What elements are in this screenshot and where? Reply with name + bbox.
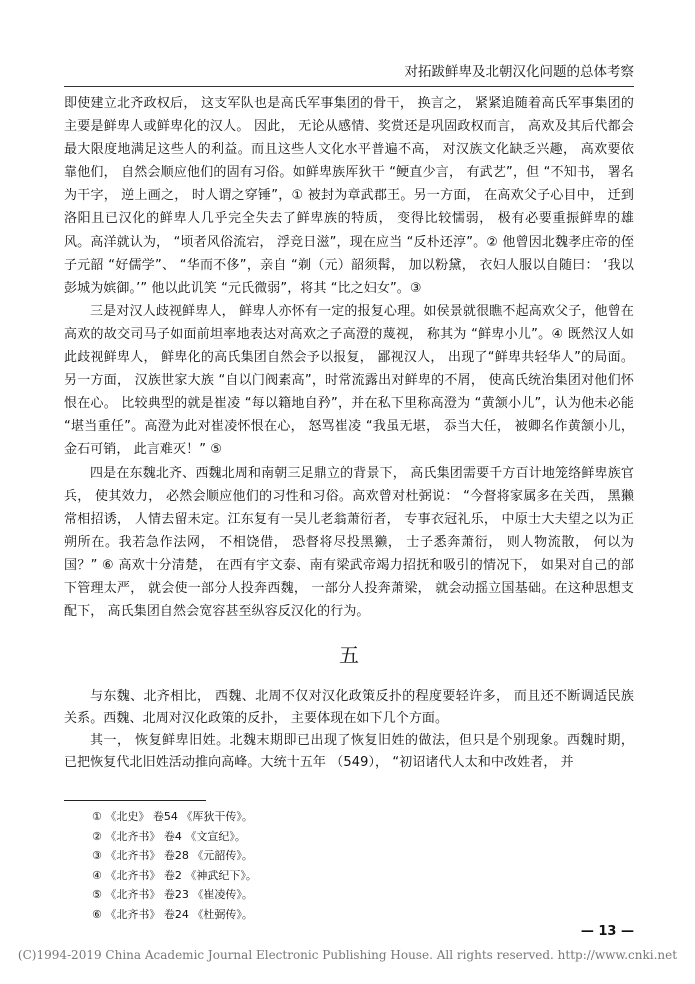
footnote-4: ④ 《北齐书》 卷2 《神武纪下》。 <box>92 868 257 882</box>
footnote-6: ⑥ 《北齐书》 卷24 《杜弼传》。 <box>92 907 253 921</box>
footnote-rule <box>64 800 206 801</box>
footnote-5: ⑤ 《北齐书》 卷23 《崔凌传》。 <box>92 888 253 902</box>
body-text-top <box>64 92 634 623</box>
paragraph-4: 与东魏、北齐相比， 西魏、北周不仅对汉化政策反扑的程度要轻许多， 而且还不断调适民族关系。西魏、北周对汉化政策的反扑， 主要体现在如下几个方面。 <box>64 689 634 726</box>
paragraph-3: 四是在东魏北齐、西魏北周和南朝三足鼎立的背景下， 高氏集团需要千方百计地笼络鲜卑族官兵， 使其效力， 必然会顺应他们的习性和习俗。高欢曾对杜弼说： “今督将家属多在关西， 黑獭常相招诱， 人情去留未定。江东复有一吴儿老翁萧衍者， 专事衣冠礼乐， 中原士大夫望之以为正朔所在。我若急作法网， 不相饶借， 恐督将尽投黑獭， 士子悉奔萧衍， 则人物流散， 何以为国？” ⑥ 高欢十分清楚， 在西有宇文泰、南有梁武帝竭力招抚和吸引的情况下， 如果对自己的部下管理太严， 就会使一部分人投奔西魏， 一部分人投奔萧梁， 就会动摇立国基础。在这种思想支配下， 高氏集团自然会宽容甚至纵容反汉化的行为。 <box>64 465 634 620</box>
page-number: — 13 — <box>580 924 634 939</box>
running-header: 对拓跋鲜卑及北朝汉化问题的总体考察 <box>404 64 634 80</box>
body-text-bottom <box>64 686 634 774</box>
paragraph-2: 三是对汉人歧视鲜卑人， 鲜卑人亦怀有一定的报复心理。如侯景就很瞧不起高欢父子，他曾在高欢的故交司马子如面前坦率地表达对高欢之子高澄的蔑视， 称其为 “鲜卑小儿”。④ 既然汉人如此歧视鲜卑人， 鲜卑化的高氏集团自然会予以报复， 鄙视汉人， 出现了“鲜卑共轻华人”的局面。另一方面， 汉族世家大族 “自以门阀素高”，时常流露出对鲜卑的不屑， 使高氏统治集团对他们怀恨在心。 比较典型的就是崔凌 “每以籍地自矜”，并在私下里称高澄为 “黄颔小儿”，认为他未必能 “堪当重任”。高澄为此对崔凌怀恨在心， 怒骂崔凌 “我虽无堪， 忝当大任， 被卿名作黄颔小儿， 金石可销， 此言难灭！” ⑤ <box>64 303 634 458</box>
footnote-1: ① 《北史》 卷54 《厍狄干传》。 <box>92 810 253 823</box>
section-heading: 五 <box>339 643 359 667</box>
paragraph-5: 其一， 恢复鲜卑旧姓。北魏末期即已出现了恢复旧姓的做法，但只是个别现象。西魏时期， 已把恢复代北旧姓活动推向高峰。大统十五年 （549）， “初诏诸代人太和中改姓者， 并 <box>64 733 634 770</box>
footnotes <box>92 807 492 925</box>
header-rule <box>64 86 634 87</box>
copyright-footer: (C)1994-2019 China Academic Journal Electronic Publishing House. All rights reserved. http://www.cnki.net <box>17 948 678 962</box>
footnote-3: ③ 《北齐书》 卷28 《元韶传》。 <box>92 849 253 863</box>
paragraph-1: 即使建立北齐政权后， 这支军队也是高氏军事集团的骨干， 换言之， 紧紧追随着高氏军事集团的主要是鲜卑人或鲜卑化的汉人。 因此， 无论从感情、奖赏还是巩固政权而言， 高欢及其后代都会最大限度地满足这些人的利益。而且这些人文化水平普遍不高， 对汉族文化缺乏兴趣， 高欢要依靠他们， 自然会顺应他们的固有习俗。如鲜卑族厍狄干 “鲠直少言， 有武艺”，但 “不知书， 署名为干字， 逆上画之， 时人谓之穿锤”，① 被封为章武郡王。另一方面， 在高欢父子心目中， 迁到洛阳且已汉化的鲜卑人几乎完全失去了鲜卑族的特质， 变得比较懦弱， 极有必要重振鲜卑的雄风。高洋就认为， “顷者风俗流宕， 浮竞日滋”，现在应当 “反朴还淳”。② 他曾因北魏孝庄帝的侄子元韶 “好儒学”、 “华而不侈”，亲自 “剃（元）韶须髯， 加以粉黛， 衣妇人服以自随曰： ‘我以彭城为嫔御。’” 他以此讥笑 “元氏微弱”，将其 “比之妇女”。③ <box>64 96 634 296</box>
footnote-2: ② 《北齐书》 卷4 《文宣纪》。 <box>92 829 246 843</box>
